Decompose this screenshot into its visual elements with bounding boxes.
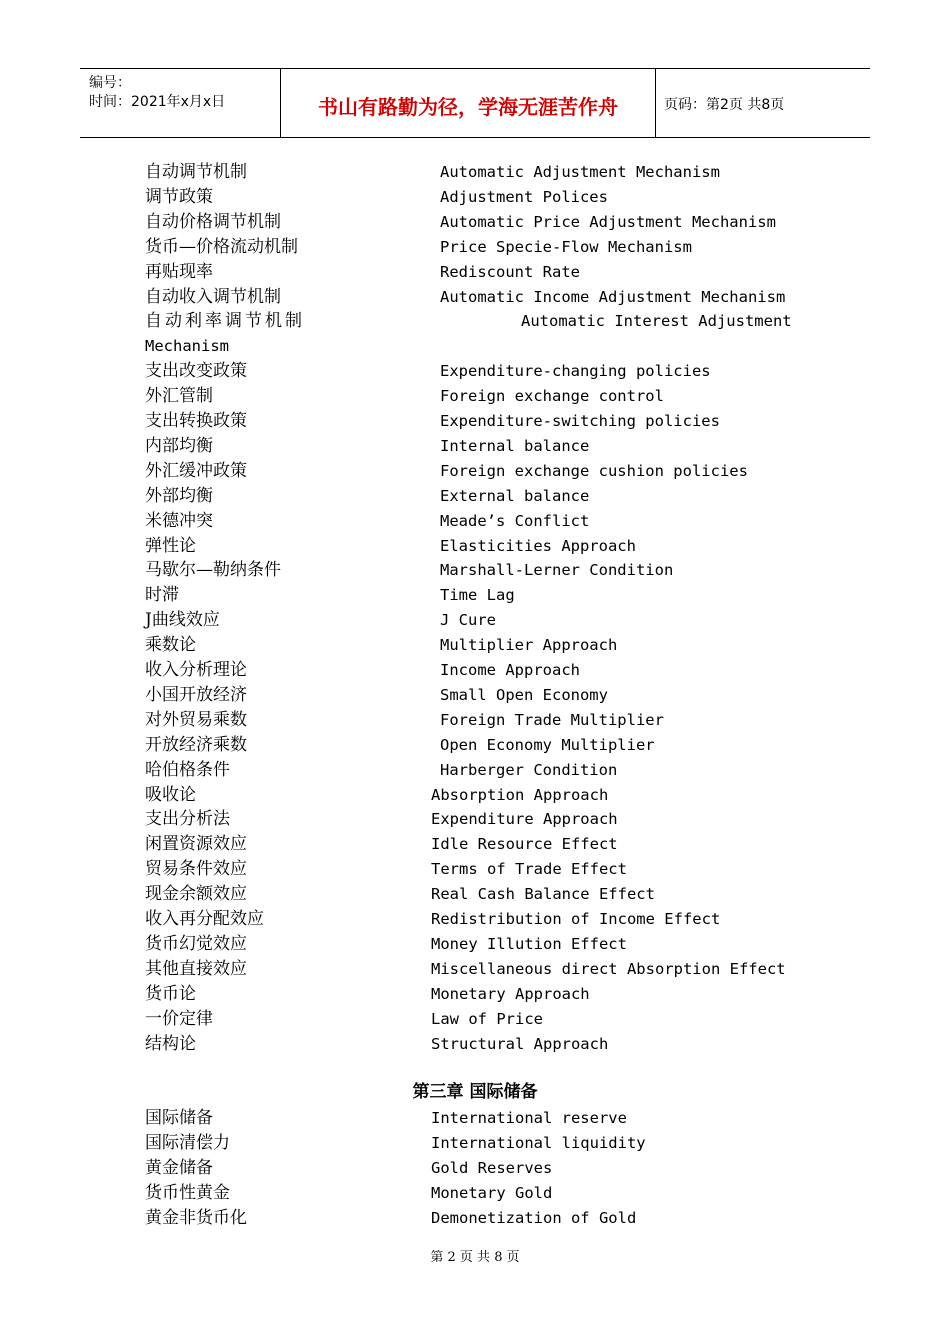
term-english: Redistribution of Income Effect xyxy=(431,910,721,928)
term-english: Small Open Economy xyxy=(440,686,608,704)
term-english: International liquidity xyxy=(431,1134,646,1152)
term-chinese: 其他直接效应 xyxy=(145,959,247,979)
term-english: Miscellaneous direct Absorption Effect xyxy=(431,960,786,978)
term-chinese: 乘数论 xyxy=(145,635,196,655)
term-english: Foreign Trade Multiplier xyxy=(440,711,664,729)
term-chinese: 结构论 xyxy=(145,1034,196,1054)
term-english: Price Specie-Flow Mechanism xyxy=(440,238,692,256)
term-chinese: 自动利率调节机制 xyxy=(145,311,305,331)
term-english: Marshall-Lerner Condition xyxy=(440,561,674,579)
term-english: Real Cash Balance Effect xyxy=(431,885,655,903)
term-english: Internal balance xyxy=(440,437,590,455)
term-chinese: 内部均衡 xyxy=(145,436,213,456)
term-chinese: 自动调节机制 xyxy=(145,162,247,182)
term-english: Demonetization of Gold xyxy=(431,1209,637,1227)
term-chinese: 弹性论 xyxy=(145,536,196,556)
term-english: Income Approach xyxy=(440,661,580,679)
term-english: Automatic Interest Adjustment xyxy=(521,312,792,330)
term-english: Gold Reserves xyxy=(431,1159,553,1177)
term-chinese: 外汇管制 xyxy=(145,386,213,406)
term-english: Structural Approach xyxy=(431,1035,609,1053)
term-chinese: 调节政策 xyxy=(145,187,213,207)
term-chinese: 货币幻觉效应 xyxy=(145,934,247,954)
term-chinese: 收入再分配效应 xyxy=(145,909,264,929)
term-chinese: 哈伯格条件 xyxy=(145,760,230,780)
term-chinese: 国际储备 xyxy=(145,1108,213,1128)
term-english: Meade’s Conflict xyxy=(440,512,590,530)
term-chinese: 闲置资源效应 xyxy=(145,834,247,854)
term-english: Automatic Adjustment Mechanism xyxy=(440,163,720,181)
term-english: Elasticities Approach xyxy=(440,537,636,555)
term-chinese: 货币性黄金 xyxy=(145,1183,230,1203)
document-number-label: 编号： xyxy=(89,75,131,91)
term-english: International reserve xyxy=(431,1109,627,1127)
term-english: Expenditure-switching policies xyxy=(440,412,720,430)
term-english: Law of Price xyxy=(431,1010,543,1028)
term-chinese: 时滞 xyxy=(145,585,179,605)
term-chinese: 一价定律 xyxy=(145,1009,213,1029)
term-english: Adjustment Polices xyxy=(440,188,608,206)
term-chinese: 黄金储备 xyxy=(145,1158,213,1178)
term-chinese: 自动收入调节机制 xyxy=(145,287,281,307)
term-english: Foreign exchange cushion policies xyxy=(440,462,748,480)
term-english: Money Illution Effect xyxy=(431,935,627,953)
term-english: Monetary Approach xyxy=(431,985,590,1003)
term-chinese: 货币论 xyxy=(145,984,196,1004)
term-english: Automatic Price Adjustment Mechanism xyxy=(440,213,776,231)
term-chinese: 吸收论 xyxy=(145,785,196,805)
term-english: Automatic Income Adjustment Mechanism xyxy=(440,288,786,306)
term-english: J Cure xyxy=(440,611,496,629)
page-footer: 第 2 页 共 8 页 xyxy=(430,1250,520,1265)
term-english: Time Lag xyxy=(440,586,515,604)
term-english: Multiplier Approach xyxy=(440,636,618,654)
term-chinese: 黄金非货币化 xyxy=(145,1208,247,1228)
term-english: Rediscount Rate xyxy=(440,263,580,281)
term-chinese: 贸易条件效应 xyxy=(145,859,247,879)
header-page-info: 页码：第2页 共8页 xyxy=(664,97,785,113)
term-english: Harberger Condition xyxy=(440,761,618,779)
term-english: Monetary Gold xyxy=(431,1184,553,1202)
term-chinese: 收入分析理论 xyxy=(145,660,247,680)
term-chinese: 自动价格调节机制 xyxy=(145,212,281,232)
term-english: External balance xyxy=(440,487,590,505)
term-chinese: 货币—价格流动机制 xyxy=(145,237,298,257)
term-chinese: 对外贸易乘数 xyxy=(145,710,247,730)
header-motto: 书山有路勤为径，学海无涯苦作舟 xyxy=(318,95,618,119)
term-chinese: 支出分析法 xyxy=(145,809,230,829)
term-chinese: 米德冲突 xyxy=(145,511,213,531)
term-english: Expenditure Approach xyxy=(431,810,618,828)
chapter-heading: 第三章 国际储备 xyxy=(412,1082,538,1102)
term-english: Expenditure-changing policies xyxy=(440,362,711,380)
term-chinese: 马歇尔—勒纳条件 xyxy=(145,560,281,580)
term-english: Open Economy Multiplier xyxy=(440,736,655,754)
term-english: Terms of Trade Effect xyxy=(431,860,627,878)
term-english: Absorption Approach xyxy=(431,786,609,804)
term-english: Mechanism xyxy=(145,337,229,355)
term-chinese: 现金余额效应 xyxy=(145,884,247,904)
term-chinese: 外汇缓冲政策 xyxy=(145,461,247,481)
term-english: Foreign exchange control xyxy=(440,387,664,405)
term-chinese: 开放经济乘数 xyxy=(145,735,247,755)
term-chinese: 支出改变政策 xyxy=(145,361,247,381)
term-chinese: 外部均衡 xyxy=(145,486,213,506)
term-chinese: 国际清偿力 xyxy=(145,1133,230,1153)
term-chinese: 再贴现率 xyxy=(145,262,213,282)
document-time-label: 时间：2021年x月x日 xyxy=(89,94,226,110)
term-chinese: 小国开放经济 xyxy=(145,685,247,705)
term-english: Idle Resource Effect xyxy=(431,835,618,853)
term-chinese: 支出转换政策 xyxy=(145,411,247,431)
term-chinese: J曲线效应 xyxy=(145,610,220,630)
